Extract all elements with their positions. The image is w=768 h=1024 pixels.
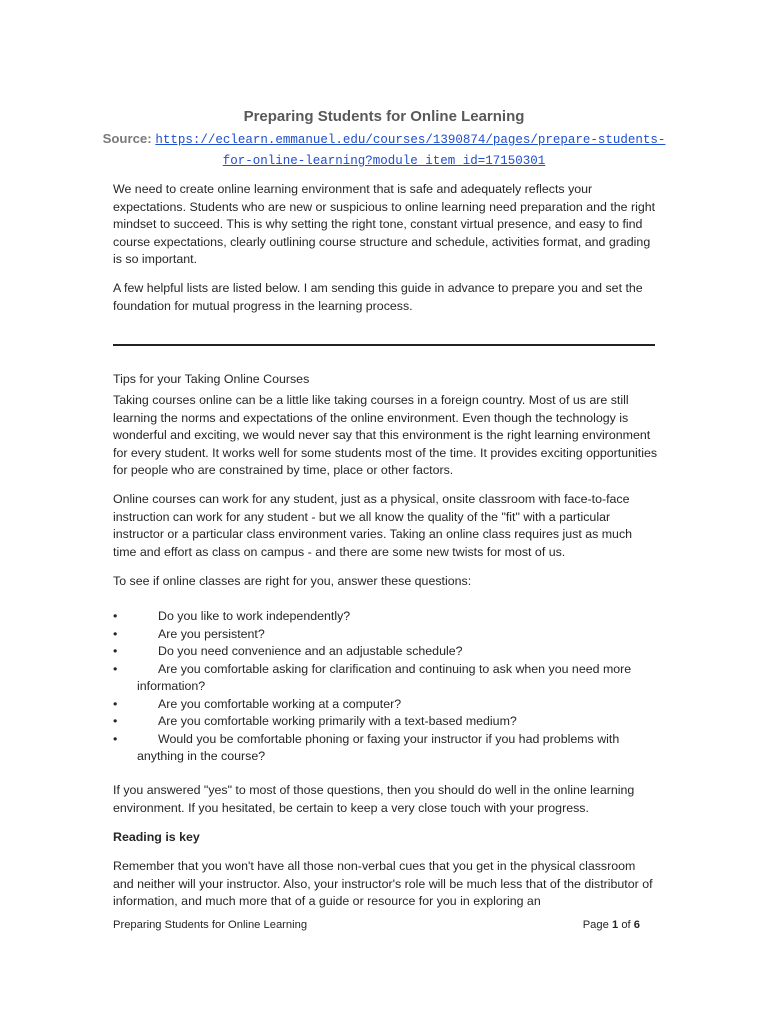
lists-paragraph: A few helpful lists are listed below. I am sending this guide in advance to prepare you and set the foundation for mutual progress in the learning process.	[113, 281, 643, 313]
page-current: 1	[611, 919, 619, 931]
bullet: •	[113, 714, 118, 728]
list-item	[113, 713, 658, 731]
questions-intro: To see if online classes are right for you, answer these questions:	[113, 574, 472, 588]
list-item	[113, 643, 658, 661]
tips-paragraph-1: Taking courses online can be a little like taking courses in a foreign country. Most of us are still learning the norms and expectations of the online environment. Even though the technology is wonderful and exciting, we would never say that this environment is the right learning environment for every student. It works well for some students most of the time. It provides exciting opportunities for people who are constrained by time, place or other factors.	[113, 393, 658, 477]
source-link[interactable]	[155, 133, 665, 168]
bullet: •	[113, 644, 118, 658]
page-label: Page	[582, 919, 609, 931]
question-text: Would you be comfortable phoning or faxing your instructor if you had problems with anything in the course?	[137, 731, 620, 763]
section-divider	[113, 344, 655, 346]
bullet: •	[113, 661, 118, 676]
source-url-line1[interactable]: https://eclearn.emmanuel.edu/courses/1390874/pages/prepare-students-	[155, 133, 666, 147]
page-total: 6	[633, 919, 640, 931]
page-number	[583, 919, 640, 931]
questions-list	[113, 608, 658, 766]
question-text: Are you comfortable working at a computer?	[158, 696, 402, 711]
page-of: of	[621, 919, 631, 931]
footer-title: Preparing Students for Online Learning	[113, 919, 308, 931]
source-line	[100, 129, 668, 171]
intro-paragraph: We need to create online learning environment that is safe and adequately reflects your expectations. Students who are new or suspicious to online learning need preparation and the right mindset to succeed. This is why setting the right tone, constant virtual presence, and easy to find course expectations, clearly outlining course structure and schedule, activities format, and grading is so important.	[113, 182, 656, 266]
bullet: •	[113, 696, 118, 711]
source-label: Source:	[102, 131, 152, 146]
list-item	[113, 696, 658, 714]
reading-heading: Reading is key	[113, 830, 200, 844]
question-text: Do you like to work independently?	[158, 609, 351, 623]
document-title: Preparing Students for Online Learning	[243, 108, 525, 125]
question-text: Are you comfortable working primarily with a text-based medium?	[158, 714, 517, 728]
reading-paragraph: Remember that you won't have all those non-verbal cues that you get in the physical classroom and neither will your instructor. Also, your instructor's role will be much less that of the distributor of information, and much more that of a guide or resource for you in exploring an	[113, 859, 653, 908]
list-item	[113, 731, 658, 766]
tips-paragraph-2: Online courses can work for any student, just as a physical, onsite classroom with face-to-face instruction can work for any student - but we all know the quality of the "fit" with a particular instructor or a particular class environment varies. Taking an online class requires just as much time and effort as class on campus - and there are some new twists for most of us.	[113, 492, 633, 559]
conclusion-paragraph: If you answered "yes" to most of those questions, then you should do well in the online learning environment. If you hesitated, be certain to keep a very close touch with your progress.	[113, 783, 635, 815]
tips-heading: Tips for your Taking Online Courses	[113, 372, 310, 386]
list-item	[113, 608, 658, 626]
list-item	[113, 626, 658, 644]
bullet: •	[113, 731, 118, 746]
question-text: Do you need convenience and an adjustable schedule?	[158, 644, 463, 658]
question-text: Are you comfortable asking for clarification and continuing to ask when you need more information?	[137, 661, 632, 693]
list-item	[113, 661, 658, 696]
source-url-line2[interactable]: for-online-learning?module_item_id=17150301	[222, 154, 546, 168]
bullet: •	[113, 609, 118, 623]
question-text: Are you persistent?	[158, 626, 265, 641]
bullet: •	[113, 626, 118, 641]
